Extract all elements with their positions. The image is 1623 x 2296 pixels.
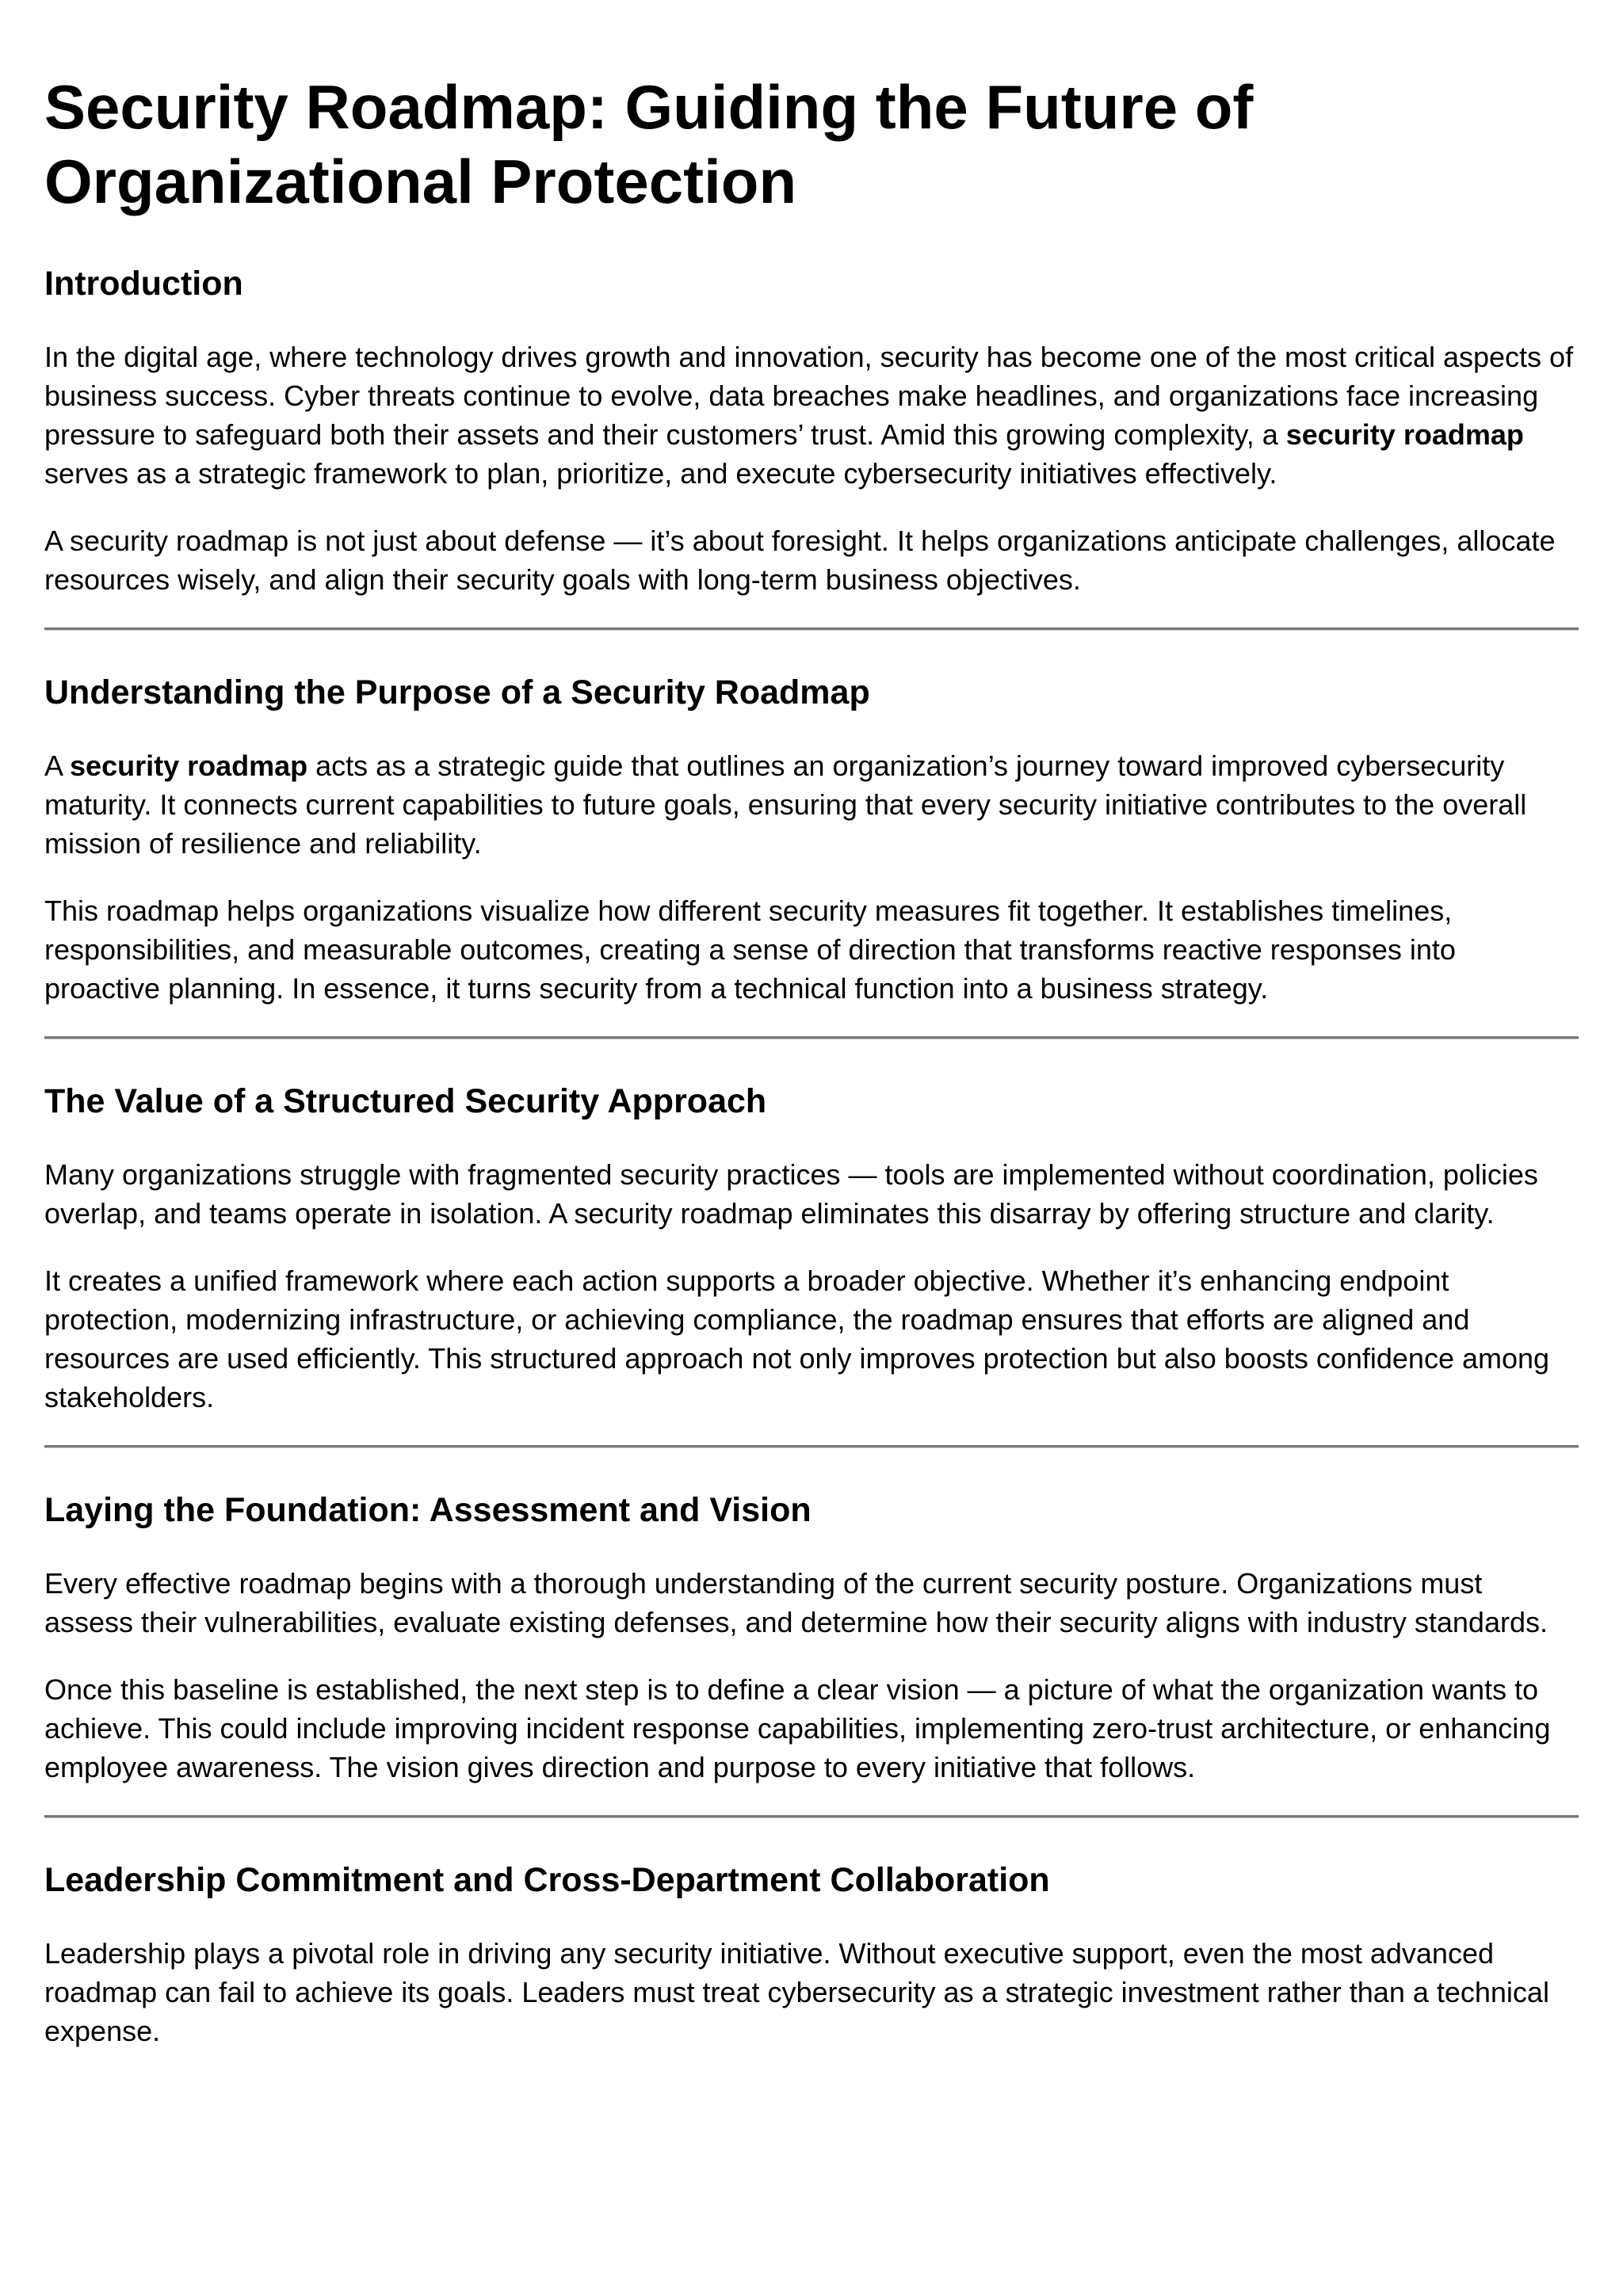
paragraph: It creates a unified framework where each action supports a broader objective. Whether it’s enhancing endpoint protection, modernizing infrastructure, or achieving compliance, the roadmap ensures that efforts are aligned and resources are used efficiently. This structured approach not only improves protection but also boosts confidence among stakeholders. xyxy=(44,1264,1550,1413)
paragraph: Every effective roadmap begins with a thorough understanding of the current security posture. Organizations must assess their vulnerabilities, evaluate existing defenses, and determine how their security aligns with industry standards. xyxy=(44,1567,1548,1638)
bold-term: security roadmap xyxy=(70,749,308,782)
paragraph: A security roadmap is not just about defense — it’s about foresight. It helps organizations anticipate challenges, allocate resources wisely, and align their security goals with long-term business objectives. xyxy=(44,524,1556,596)
section-divider xyxy=(44,1445,1579,1448)
section-heading: Understanding the Purpose of a Security Roadmap xyxy=(44,673,870,711)
paragraph-text: A xyxy=(44,749,71,782)
bold-term: security roadmap xyxy=(1285,418,1524,451)
paragraph-text: serves as a strategic framework to plan, prioritize, and execute cybersecurity initiatives effectively. xyxy=(44,457,1277,490)
paragraph-text: In the digital age, where technology drives growth and innovation, security has become one of the most critical aspects of business success. Cyber threats continue to evolve, data breaches make headlines, and organizations face increasing pressure to safeguard both their assets and their customers’ trust. Amid this growing complexity, a xyxy=(44,341,1574,451)
section-leadership xyxy=(44,1859,1579,2050)
paragraph: This roadmap helps organizations visualize how different security measures fit together. It establishes timelines, responsibilities, and measurable outcomes, creating a sense of direction that transforms reactive responses into proactive planning. In essence, it turns security from a technical function into a business strategy. xyxy=(44,894,1456,1005)
section-value xyxy=(44,1081,1579,1417)
paragraph xyxy=(44,338,1579,493)
paragraph-text: acts as a strategic guide that outlines an organization’s journey toward improved cybersecurity maturity. It connects current capabilities to future goals, ensuring that every security initiative contributes to the overall mission of resilience and reliability. xyxy=(44,749,1527,860)
paragraph: Once this baseline is established, the next step is to define a clear vision — a picture of what the organization wants to achieve. This could include improving incident response capabilities, implementing zero-trust architecture, or enhancing employee awareness. The vision gives direction and purpose to every initiative that follows. xyxy=(44,1673,1551,1783)
paragraph: Leadership plays a pivotal role in driving any security initiative. Without executive support, even the most advanced roadmap can fail to achieve its goals. Leaders must treat cybersecurity as a strategic investment rather than a technical expense. xyxy=(44,1937,1549,2047)
section-introduction xyxy=(44,263,1579,599)
page-title: Security Roadmap: Guiding the Future of Organizational Protection xyxy=(44,72,1254,216)
paragraph: Many organizations struggle with fragmented security practices — tools are implemented without coordination, policies overlap, and teams operate in isolation. A security roadmap eliminates this disarray by offering structure and clarity. xyxy=(44,1158,1538,1230)
section-heading: The Value of a Structured Security Approach xyxy=(44,1082,767,1120)
section-heading: Introduction xyxy=(44,265,243,303)
section-heading: Laying the Foundation: Assessment and Vision xyxy=(44,1491,812,1529)
section-divider xyxy=(44,1036,1579,1039)
section-heading: Leadership Commitment and Cross-Department Collaboration xyxy=(44,1861,1050,1899)
paragraph xyxy=(44,746,1579,863)
section-divider xyxy=(44,627,1579,631)
section-divider xyxy=(44,1815,1579,1818)
section-foundation xyxy=(44,1489,1579,1787)
section-purpose xyxy=(44,672,1579,1008)
